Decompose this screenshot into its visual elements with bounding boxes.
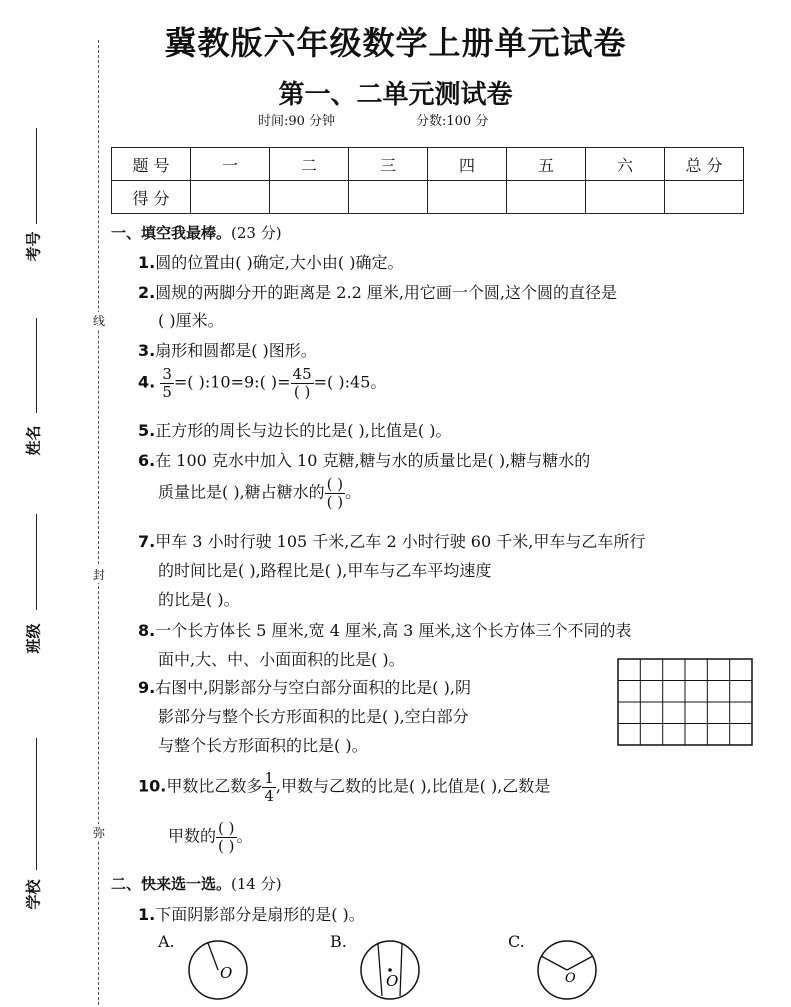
question-2 — [138, 280, 617, 303]
score-table-cell: 一 — [191, 148, 270, 181]
fraction — [160, 366, 174, 400]
score-table-cell: 三 — [349, 148, 428, 181]
question-text: =( ):10=9:( )= — [173, 372, 291, 392]
question-text: 圆的位置由( )确定,大小由( )确定。 — [155, 253, 404, 272]
question-8-line2: 面中,大、中、小面面积的比是( )。 — [158, 650, 405, 669]
score-table-cell: 总 分 — [665, 148, 744, 181]
field-label-name: 姓名 — [24, 425, 43, 456]
question-text: 甲数比乙数多 — [166, 776, 263, 796]
score-table-cell: 题 号 — [112, 148, 191, 181]
section2-question-1 — [138, 902, 365, 925]
field-line-class — [36, 514, 37, 610]
question-4 — [138, 366, 386, 400]
question-text: 下面阴影部分是扇形的是( )。 — [155, 905, 365, 924]
question-text: 正方形的周长与边长的比是( ),比值是( )。 — [155, 421, 452, 440]
option-c-label[interactable]: C. — [508, 932, 525, 951]
seal-char-mi: 弥 — [93, 826, 106, 840]
question-5 — [138, 418, 451, 441]
fraction-numerator: 3 — [162, 365, 172, 383]
question-number: 10. — [138, 776, 167, 796]
binding-line — [98, 40, 99, 1005]
score-table-cell: 二 — [270, 148, 349, 181]
section2-points: (14 分) — [231, 875, 282, 893]
field-label-school: 学校 — [24, 879, 43, 910]
question-2-line2: ( )厘米。 — [158, 311, 224, 330]
score-table-cell: 得 分 — [112, 181, 191, 214]
fraction — [262, 770, 276, 804]
field-line-name — [36, 318, 37, 413]
field-label-exam-no: 考号 — [24, 231, 43, 262]
main-title: 冀教版六年级数学上册单元试卷 — [164, 24, 627, 62]
score-info: 分数:100 分 — [416, 114, 489, 129]
fraction-numerator: ( ) — [218, 819, 235, 837]
score-table-score-row — [112, 181, 744, 214]
question-number: 6. — [138, 451, 156, 470]
question-text: 右图中,阴影部分与空白部分面积的比是( ),阴 — [155, 678, 471, 697]
fraction-denominator: 5 — [162, 382, 172, 401]
question-text: 甲车 3 小时行驶 105 千米,乙车 2 小时行驶 60 千米,甲车与乙车所行 — [155, 532, 646, 551]
question-text: 圆规的两脚分开的距离是 2.2 厘米,用它画一个圆,这个圆的直径是 — [155, 283, 618, 302]
question-number: 3. — [138, 341, 156, 360]
field-label-class: 班级 — [24, 623, 43, 654]
section2-title: 二、快来选一选。 — [111, 875, 232, 893]
question-number: 8. — [138, 621, 156, 640]
option-a-circle-figure[interactable] — [186, 938, 250, 1002]
fraction-numerator: 45 — [292, 365, 312, 383]
center-label: O — [565, 971, 576, 986]
question-9 — [138, 675, 471, 698]
question-text: =( ):45。 — [313, 372, 387, 392]
center-label: O — [220, 964, 233, 982]
fraction-numerator: ( ) — [326, 475, 344, 493]
fraction-denominator: ( ) — [326, 492, 344, 511]
fraction — [325, 476, 345, 510]
question-number: 9. — [138, 678, 156, 697]
question-text: 扇形和圆都是( )图形。 — [155, 341, 317, 360]
option-a-label[interactable]: A. — [158, 932, 175, 951]
question-number: 5. — [138, 421, 156, 440]
question-number: 4. — [138, 372, 156, 392]
question-6 — [138, 448, 590, 471]
question-number: 1. — [138, 253, 156, 272]
field-line-school — [36, 738, 37, 870]
question-7 — [138, 529, 645, 552]
question-text: 甲数的 — [168, 826, 217, 846]
center-label: O — [386, 972, 399, 990]
fraction-denominator: 4 — [264, 786, 274, 805]
score-entry-cell[interactable] — [349, 181, 428, 214]
score-entry-cell[interactable] — [507, 181, 586, 214]
section1-title: 一、填空我最棒。 — [111, 224, 232, 242]
question-number: 7. — [138, 532, 156, 551]
section1-points: (23 分) — [231, 224, 282, 242]
time-info: 时间:90 分钟 — [258, 114, 336, 129]
score-table-cell: 四 — [428, 148, 507, 181]
question-10 — [138, 770, 550, 804]
score-table-cell: 五 — [507, 148, 586, 181]
score-entry-cell[interactable] — [428, 181, 507, 214]
fraction-denominator: ( ) — [293, 382, 311, 401]
question-text: 。 — [345, 482, 362, 502]
seal-char-xian: 线 — [93, 314, 106, 328]
question-3 — [138, 338, 317, 361]
question-8 — [138, 618, 632, 641]
question-6-line2 — [158, 476, 361, 510]
question-1 — [138, 250, 403, 273]
option-b-label[interactable]: B. — [330, 932, 347, 951]
fraction — [216, 820, 236, 854]
question-number: 1. — [138, 905, 156, 924]
fraction-denominator: ( ) — [218, 836, 235, 855]
question-text: 在 100 克水中加入 10 克糖,糖与水的质量比是( ),糖与糖水的 — [155, 451, 591, 470]
question-number: 2. — [138, 283, 156, 302]
field-line-exam-no — [36, 128, 37, 224]
score-entry-cell[interactable] — [665, 181, 744, 214]
score-table-cell: 六 — [586, 148, 665, 181]
question-10-line2 — [168, 820, 253, 854]
seal-char-feng: 封 — [93, 568, 106, 582]
grid-figure — [617, 658, 753, 746]
question-9-line3: 与整个长方形面积的比是( )。 — [158, 736, 368, 755]
question-text: 一个长方体长 5 厘米,宽 4 厘米,高 3 厘米,这个长方体三个不同的表 — [155, 621, 632, 640]
fraction-numerator: 1 — [264, 769, 274, 787]
question-text: 质量比是( ),糖占糖水的 — [158, 482, 325, 502]
score-entry-cell[interactable] — [191, 181, 270, 214]
section1-heading — [111, 222, 282, 243]
option-c-circle-figure[interactable] — [535, 938, 599, 1002]
question-text: 。 — [236, 826, 253, 846]
question-7-line3: 的比是( )。 — [158, 590, 240, 609]
sub-title: 第一、二单元测试卷 — [278, 80, 513, 110]
option-b-circle-figure[interactable] — [358, 938, 422, 1002]
score-entry-cell[interactable] — [270, 181, 349, 214]
score-table-header-row — [112, 148, 744, 181]
fraction — [291, 366, 314, 400]
question-7-line2: 的时间比是( ),路程比是( ),甲车与乙车平均速度 — [158, 561, 492, 580]
score-table — [111, 147, 744, 214]
score-entry-cell[interactable] — [586, 181, 665, 214]
question-9-line2: 影部分与整个长方形面积的比是( ),空白部分 — [158, 707, 469, 726]
question-text: ,甲数与乙数的比是( ),比值是( ),乙数是 — [275, 776, 551, 796]
section2-heading — [111, 873, 282, 894]
